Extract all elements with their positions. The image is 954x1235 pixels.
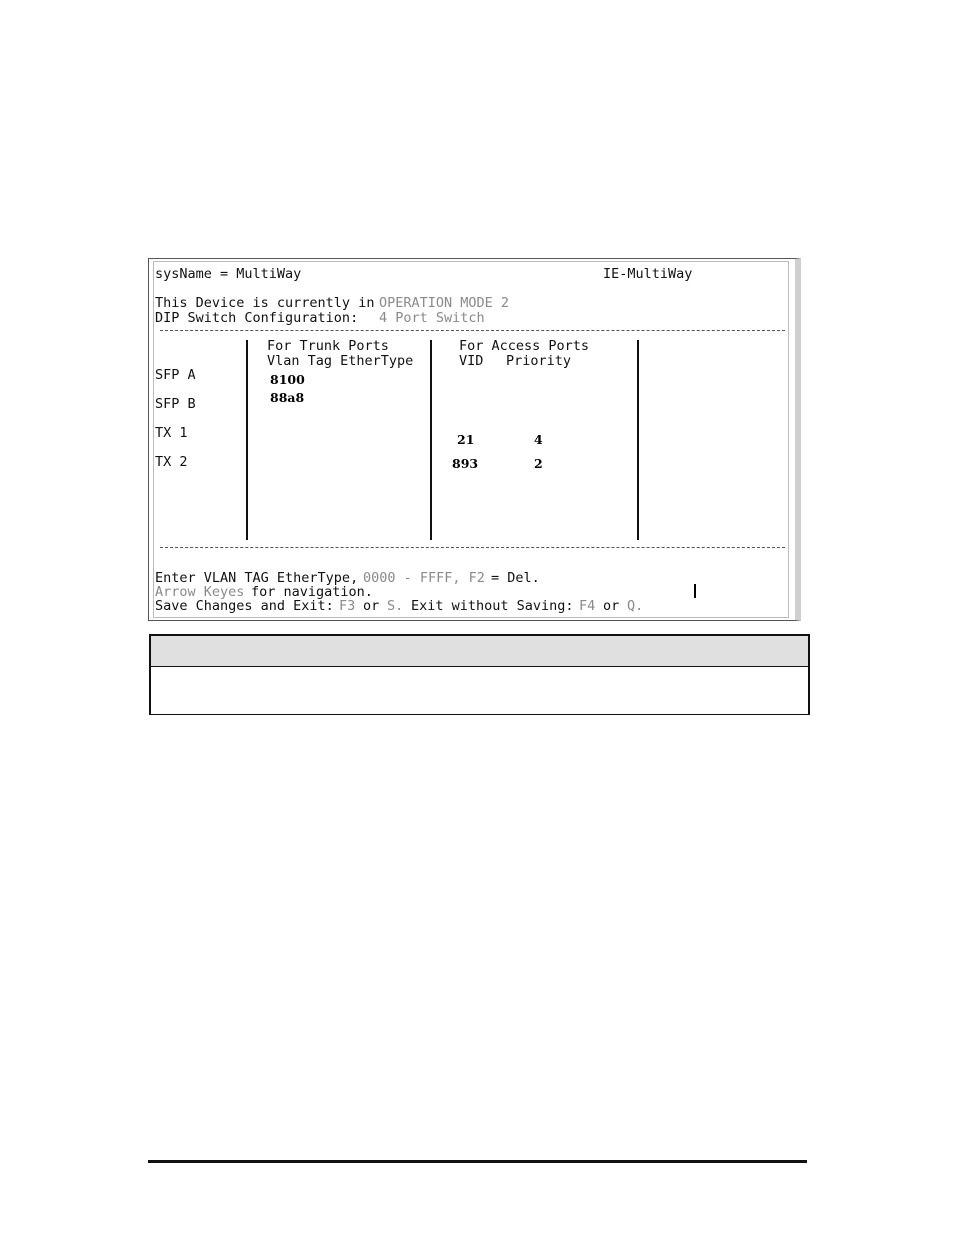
separator-top [160, 330, 785, 331]
priority-tx-2[interactable]: 2 [534, 456, 543, 471]
mode-value: OPERATION MODE 2 [379, 295, 510, 311]
help-line-3-d: S. [387, 598, 404, 614]
footer-rule [148, 1160, 807, 1163]
caption-table [149, 634, 810, 715]
ethertype-sfp-a[interactable]: 8100 [270, 372, 305, 387]
access-header-priority: Priority [506, 353, 572, 369]
trunk-header-1: For Trunk Ports [267, 338, 389, 354]
help-line-3-h: Q. [627, 598, 644, 614]
access-header-1: For Access Ports [459, 338, 590, 354]
help-line-2-a: Arrow Keyes [155, 584, 245, 600]
separator-bottom [160, 547, 785, 548]
priority-tx-1[interactable]: 4 [534, 432, 543, 447]
caption-table-header [151, 636, 808, 667]
port-label-tx-1: TX 1 [155, 425, 188, 441]
access-header-vid: VID [459, 353, 484, 369]
mode-label: This Device is currently in [155, 295, 375, 311]
column-divider [637, 340, 639, 540]
port-label-sfp-b: SFP B [155, 396, 196, 412]
help-line-1-c: = Del. [491, 570, 540, 586]
port-label-tx-2: TX 2 [155, 454, 188, 470]
trunk-header-2: Vlan Tag EtherType [267, 353, 414, 369]
hostname: IE-MultiWay [603, 266, 693, 282]
help-line-3-a: Save Changes and Exit: [155, 598, 334, 614]
help-line-2-b: for navigation. [251, 584, 373, 600]
help-line-3-c: or [363, 598, 380, 614]
caption-table-body [151, 667, 808, 714]
dip-value: 4 Port Switch [379, 310, 485, 326]
terminal-window[interactable] [148, 258, 801, 621]
column-divider [430, 340, 432, 540]
dip-label: DIP Switch Configuration: [155, 310, 359, 326]
help-line-1-b: 0000 - FFFF, F2 [363, 570, 485, 586]
vid-tx-2[interactable]: 893 [452, 456, 479, 471]
terminal-screen [153, 261, 789, 618]
sysname-line: sysName = MultiWay [155, 266, 302, 282]
help-line-3-f: F4 [579, 598, 596, 614]
help-line-3-g: or [603, 598, 620, 614]
help-line-3-e: Exit without Saving: [411, 598, 574, 614]
help-line-3-b: F3 [339, 598, 356, 614]
vid-tx-1[interactable]: 21 [457, 432, 475, 447]
text-cursor [694, 584, 696, 598]
port-label-sfp-a: SFP A [155, 367, 196, 383]
ethertype-sfp-b[interactable]: 88a8 [270, 390, 305, 405]
column-divider [246, 340, 248, 540]
help-line-1-a: Enter VLAN TAG EtherType, [155, 570, 359, 586]
